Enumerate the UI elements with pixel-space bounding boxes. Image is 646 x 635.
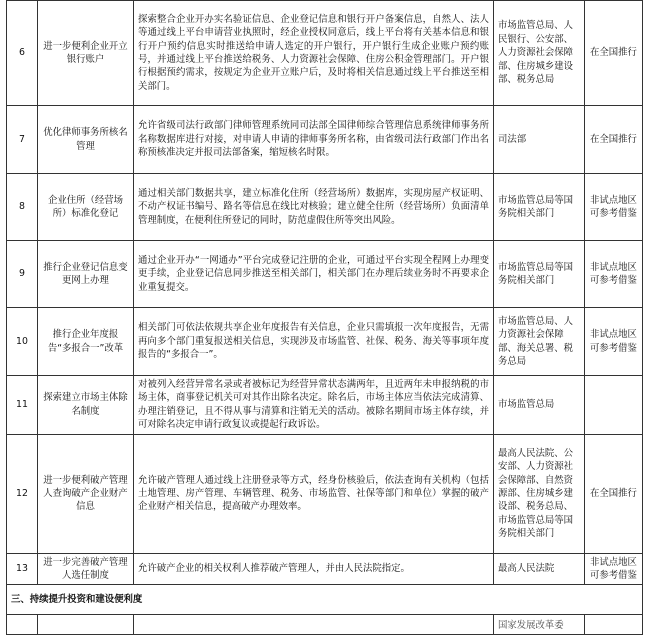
measure-title: [38, 615, 134, 635]
responsible-departments: 市场监管总局、人力资源社会保障部、海关总署、税务总局: [494, 308, 585, 376]
measure-title: 推行企业登记信息变更网上办理: [38, 241, 134, 308]
responsible-departments: 市场监管总局等国务院相关部门: [494, 174, 585, 241]
measure-description: 对被列入经营异常名录或者被标记为经营异常状态满两年，且近两年未申报纳税的市场主体，商事登记机关可对其作出除名决定。除名后，市场主体应当依法完成清算、办理注销登记，且不得从事与清算和注销无关的活动。被除名期间市场主体存续，并可对除名决定申请行政复议或提起行政诉讼。: [134, 376, 494, 435]
measure-description: [134, 615, 494, 635]
measure-title: 进一步便利企业开立银行账户: [38, 1, 134, 106]
section-heading: 三、持续提升投资和建设便利度: [7, 585, 643, 615]
responsible-departments: 司法部: [494, 106, 585, 174]
scope-cell: 非试点地区可参考借鉴: [585, 174, 643, 241]
measure-description: 通过相关部门数据共享，建立标准化住所（经营场所）数据库，实现房屋产权证明、不动产权证书编号、路名等信息在线比对核验；建立健全住所（经营场所）负面清单管理制度，在便利住所登记的同时，防范虚假住所等突出风险。: [134, 174, 494, 241]
measure-title: 进一步便利破产管理人查询破产企业财产信息: [38, 434, 134, 553]
row-number: 11: [7, 376, 38, 435]
table-row: [7, 434, 643, 553]
measure-description: 允许破产管理人通过线上注册登录等方式，经身份核验后，依法查询有关机构（包括土地管理、房产管理、车辆管理、税务、市场监管、社保等部门和单位）掌握的破产企业财产相关信息，提高破产办理效率。: [134, 434, 494, 553]
row-number: 10: [7, 308, 38, 376]
table-row: [7, 553, 643, 585]
measure-title: 探索建立市场主体除名制度: [38, 376, 134, 435]
responsible-departments: 市场监管总局等国务院相关部门: [494, 241, 585, 308]
responsible-departments: 市场监管总局、人民银行、公安部、人力资源社会保障部、住房城乡建设部、税务总局: [494, 1, 585, 106]
row-number: 8: [7, 174, 38, 241]
measure-title: 优化律师事务所核名管理: [38, 106, 134, 174]
scope-cell: 在全国推行: [585, 106, 643, 174]
scope-cell: 非试点地区可参考借鉴: [585, 308, 643, 376]
row-number: [7, 615, 38, 635]
scope-cell: 非试点地区可参考借鉴: [585, 553, 643, 585]
measure-description: 通过企业开办“一网通办”平台完成登记注册的企业，可通过平台实现全程网上办理变更手续，企业登记信息同步推送至相关部门，相关部门在办理后续业务时不再要求企业重复提交。: [134, 241, 494, 308]
scope-cell: 非试点地区可参考借鉴: [585, 241, 643, 308]
measure-description: 允许省级司法行政部门律师管理系统同司法部全国律师综合管理信息系统律师事务所名称数据库进行对接，对申请人申请的律师事务所名称，由省级司法行政部门作出名称预核准决定并报司法部备案，缩短核名时限。: [134, 106, 494, 174]
table-row-partial: [7, 615, 643, 635]
responsible-departments: 最高人民法院、公安部、人力资源社会保障部、自然资源部、住房城乡建设部、税务总局、市场监管总局等国务院相关部门: [494, 434, 585, 553]
measure-description: 探索整合企业开办实名验证信息、企业登记信息和银行开户备案信息，自然人、法人等通过线上平台申请营业执照时，经企业授权同意后，线上平台将有关基本信息和银行开户预约信息实时推送给申请人选定的开户银行，开户银行生成企业账户预约账号，并通过线上平台推送给税务、人力资源社会保障、住房公积金管理部门。开户银行根据预约需求，按规定为企业开立账户后，及时将相关信息通过线上平台推送至相关部门。: [134, 1, 494, 106]
row-number: 9: [7, 241, 38, 308]
table-row: [7, 1, 643, 106]
measure-description: 相关部门可依法依规共享企业年度报告有关信息，企业只需填报一次年度报告，无需再向多个部门重复报送相关信息，实现涉及市场监管、社保、税务、海关等事项年度报告的“多报合一”。: [134, 308, 494, 376]
section-heading-row: [7, 585, 643, 615]
measure-title: 进一步完善破产管理人选任制度: [38, 553, 134, 585]
responsible-departments: 市场监管总局: [494, 376, 585, 435]
row-number: 6: [7, 1, 38, 106]
responsible-departments: 最高人民法院: [494, 553, 585, 585]
table-row: [7, 241, 643, 308]
measure-description: 允许破产企业的相关权利人推荐破产管理人，并由人民法院指定。: [134, 553, 494, 585]
scope-cell: 在全国推行: [585, 1, 643, 106]
row-number: 7: [7, 106, 38, 174]
table-row: [7, 106, 643, 174]
scope-cell: [585, 376, 643, 435]
row-number: 13: [7, 553, 38, 585]
measure-title: 企业住所（经营场所）标准化登记: [38, 174, 134, 241]
table-row: [7, 174, 643, 241]
scope-cell: 在全国推行: [585, 434, 643, 553]
measure-title: 推行企业年度报告“多报合一”改革: [38, 308, 134, 376]
scope-cell: [585, 615, 643, 635]
row-number: 12: [7, 434, 38, 553]
policy-table: [6, 0, 643, 635]
table-row: [7, 376, 643, 435]
table-row: [7, 308, 643, 376]
responsible-departments: 国家发展改革委: [494, 615, 585, 635]
